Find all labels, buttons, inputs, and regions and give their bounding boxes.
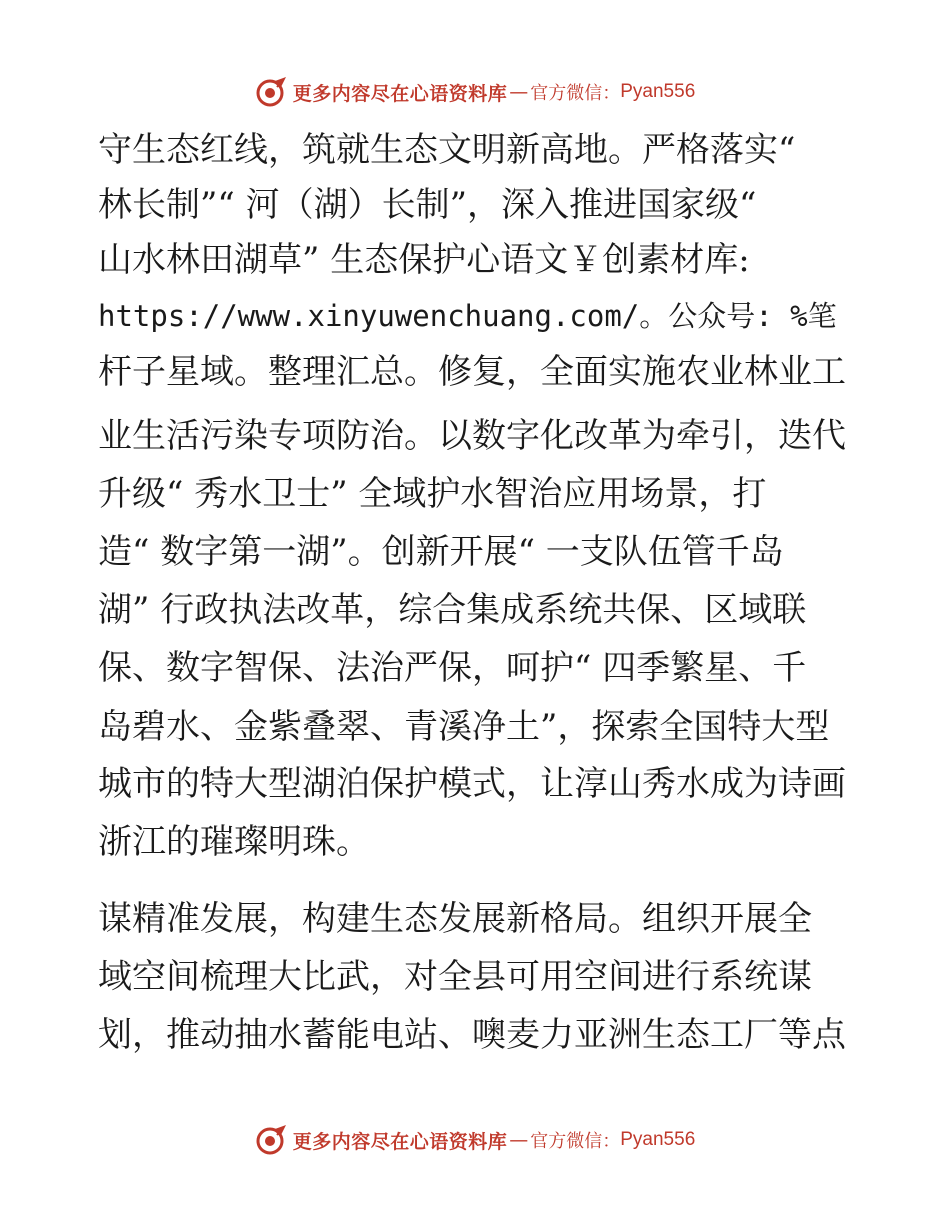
header-wechat-handle: Pyan556	[620, 81, 696, 102]
footer-official-label: 官方微信：	[530, 1131, 621, 1152]
text-line: 业生活污染专项防治。以数字化改革为牵引，迭代	[98, 416, 846, 456]
text-line: 岛碧水、金紫叠翠、青溪净土”，探索全国特大型	[98, 707, 830, 747]
text-line: 保、数字智保、法治严保，呵护“ 四季繁星、千	[98, 648, 807, 688]
brand-logo-icon	[255, 1123, 289, 1157]
footer-separator: —	[509, 1129, 529, 1151]
text-line: 守生态红线，筑就生态文明新高地。严格落实“	[98, 130, 796, 170]
text-line: 谋精准发展，构建生态发展新格局。组织开展全	[98, 899, 812, 939]
text-line: 升级“ 秀水卫士” 全域护水智治应用场景，打	[98, 474, 767, 514]
header-separator: —	[509, 81, 529, 103]
footer-wechat-handle: Pyan556	[620, 1129, 696, 1150]
header-brand-text: 更多内容尽在心语资料库	[292, 82, 508, 105]
text-line: 湖” 行政执法改革，综合集成系统共保、区域联	[98, 590, 807, 630]
text-line: 林长制”“ 河（湖）长制”，深入推进国家级“	[98, 185, 757, 225]
footer-brand-text: 更多内容尽在心语资料库	[292, 1130, 508, 1153]
text-line: 山水林田湖草” 生态保护心语文￥创素材库:	[98, 240, 750, 280]
footer-banner	[0, 1120, 950, 1160]
text-line: 杆子星域。整理汇总。修复，全面实施农业林业工	[98, 352, 846, 392]
text-line: 域空间梳理大比武，对全县可用空间进行系统谋	[98, 957, 812, 997]
text-line: https://www.xinyuwenchuang.com/。公众号: %笔	[98, 299, 837, 333]
header-official-label: 官方微信：	[530, 83, 621, 104]
brand-logo-icon	[255, 75, 289, 109]
text-line: 划，推动抽水蓄能电站、噢麦力亚洲生态工厂等点	[98, 1015, 846, 1055]
text-line: 城市的特大型湖泊保护模式，让淳山秀水成为诗画	[98, 764, 846, 804]
header-banner	[0, 72, 950, 112]
text-line: 浙江的璀璨明珠。	[98, 822, 370, 862]
text-line: 造“ 数字第一湖”。创新开展“ 一支队伍管千岛	[98, 532, 784, 572]
